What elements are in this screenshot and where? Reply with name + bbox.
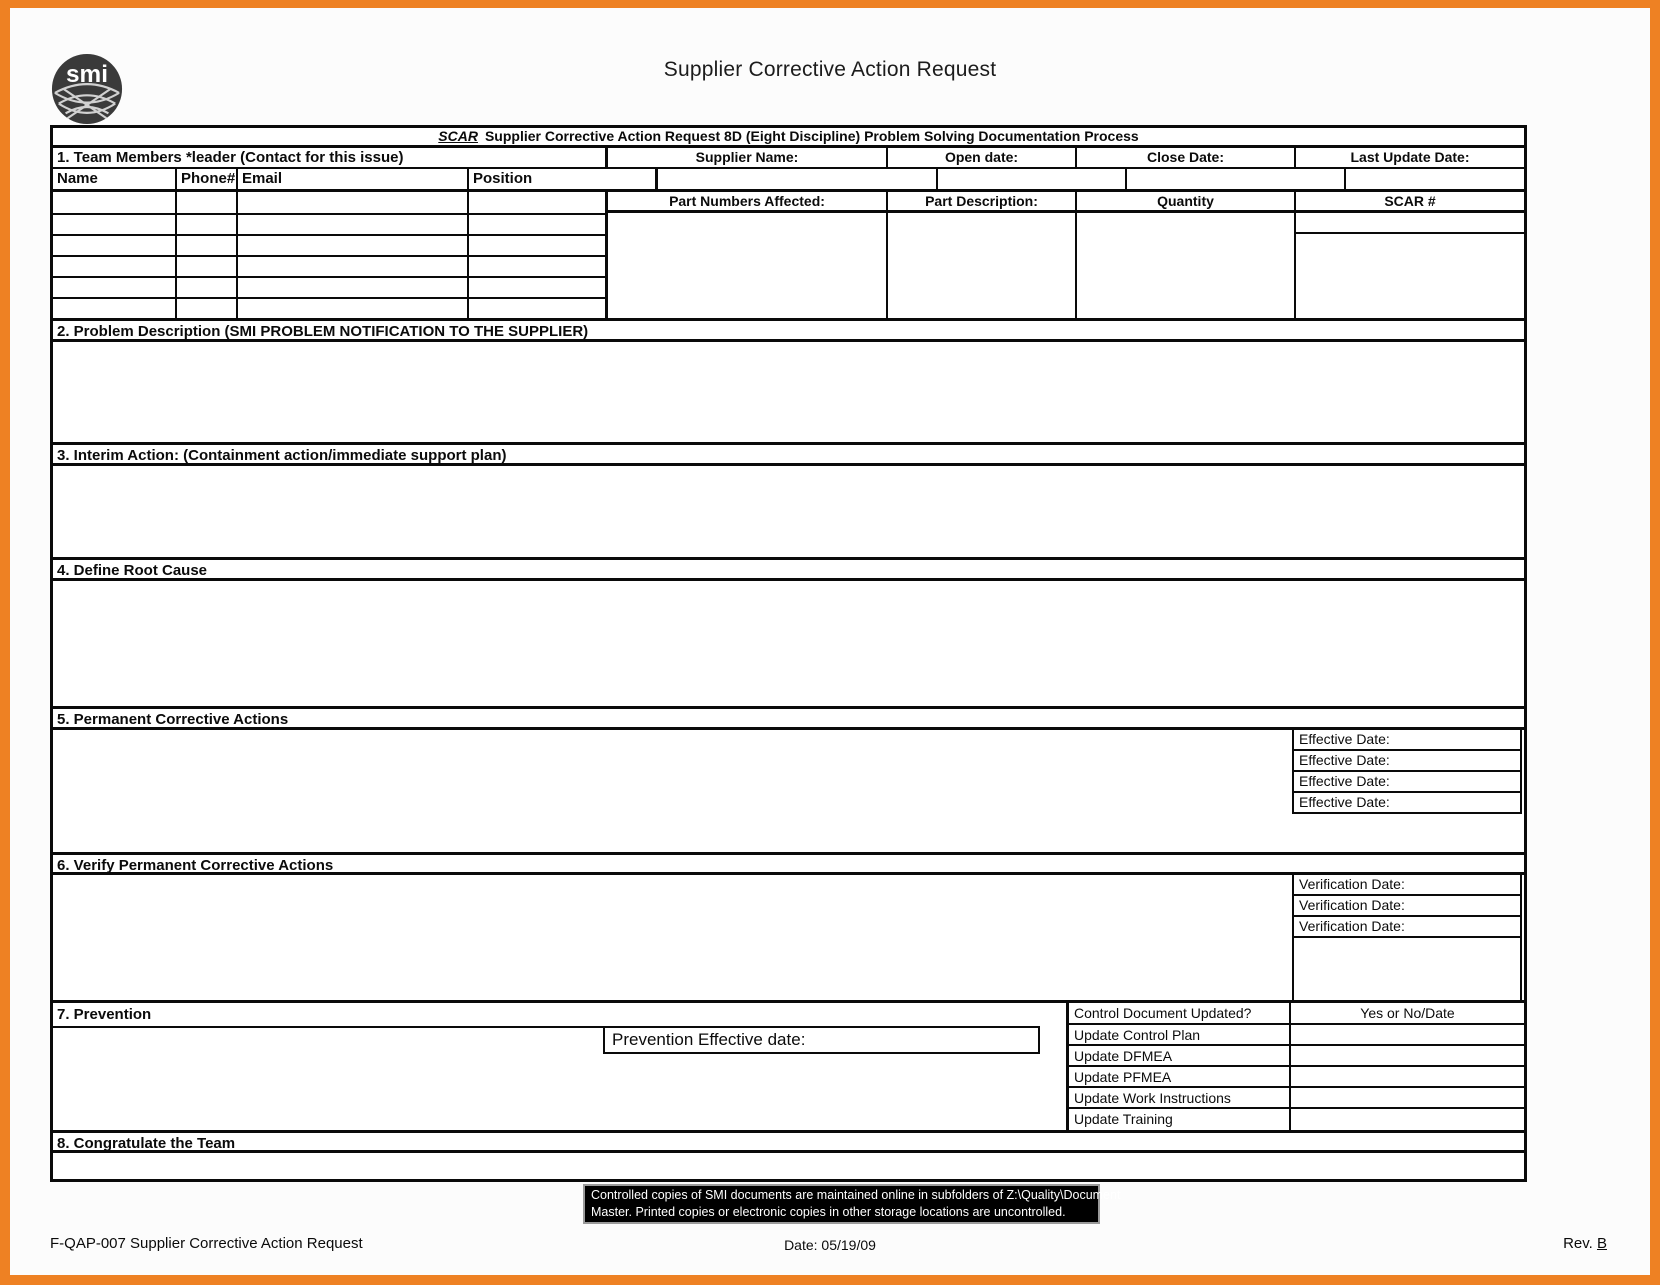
controlled-copy-note xyxy=(583,1184,1121,1224)
document-number: F-QAP-007 Supplier Corrective Action Request xyxy=(50,1235,363,1252)
close-date-field[interactable] xyxy=(1127,169,1346,189)
member-col-phone: Phone# xyxy=(177,169,238,189)
member-phone-field[interactable] xyxy=(177,192,238,213)
scar-number-extra-field[interactable] xyxy=(1296,234,1524,318)
section6-title: 6. Verify Permanent Corrective Actions xyxy=(53,852,1524,875)
prevention-divider xyxy=(53,1026,603,1028)
section4-title: 4. Define Root Cause xyxy=(53,557,1524,581)
member-email-field[interactable] xyxy=(238,192,469,213)
member-email-field[interactable] xyxy=(238,257,469,276)
member-phone-field[interactable] xyxy=(177,215,238,234)
scar-number-column xyxy=(1296,213,1524,318)
scar-number-field[interactable] xyxy=(1296,213,1524,234)
open-date-header: Open date: xyxy=(888,148,1077,167)
member-position-field[interactable] xyxy=(469,299,605,318)
verification-date-row[interactable]: Verification Date: xyxy=(1294,896,1520,917)
update-pfmea-label: Update PFMEA xyxy=(1069,1067,1291,1086)
control-doc-row xyxy=(1069,1109,1524,1130)
quantity-header: Quantity xyxy=(1077,192,1296,210)
scar-banner xyxy=(53,128,1524,148)
member-email-field[interactable] xyxy=(238,278,469,297)
member-col-position: Position xyxy=(469,169,658,189)
revision-value: B xyxy=(1596,1235,1607,1252)
control-doc-row xyxy=(1069,1067,1524,1088)
last-update-date-field[interactable] xyxy=(1346,169,1524,189)
effective-date-box xyxy=(1292,730,1522,814)
scar-form-table xyxy=(50,125,1527,1182)
control-document-header: Control Document Updated? xyxy=(1069,1003,1291,1023)
part-numbers-header: Part Numbers Affected: xyxy=(608,192,888,210)
update-work-instructions-label: Update Work Instructions xyxy=(1069,1088,1291,1107)
quantity-field[interactable] xyxy=(1077,213,1296,318)
permanent-corrective-actions-field[interactable] xyxy=(53,730,1524,852)
member-phone-field[interactable] xyxy=(177,236,238,255)
update-dfmea-label: Update DFMEA xyxy=(1069,1046,1291,1065)
update-training-label: Update Training xyxy=(1069,1109,1291,1130)
member-position-field[interactable] xyxy=(469,236,605,255)
team-member-row xyxy=(53,213,605,234)
document-date: Date: 05/19/09 xyxy=(784,1237,876,1253)
verify-corrective-actions-field[interactable] xyxy=(53,875,1524,1000)
section8-title: 8. Congratulate the Team xyxy=(53,1130,1524,1153)
update-work-instructions-field[interactable] xyxy=(1291,1088,1524,1107)
update-control-plan-label: Update Control Plan xyxy=(1069,1025,1291,1044)
update-dfmea-field[interactable] xyxy=(1291,1046,1524,1065)
control-doc-row xyxy=(1069,1088,1524,1109)
supplier-name-field[interactable] xyxy=(658,169,938,189)
member-email-field[interactable] xyxy=(238,215,469,234)
scar-banner-text: Supplier Corrective Action Request 8D (Eight Discipline) Problem Solving Documentation Process xyxy=(484,128,1139,144)
prevention-section[interactable] xyxy=(53,1003,1069,1130)
team-member-row xyxy=(53,234,605,255)
team-members-grid xyxy=(53,192,608,318)
section2-title: 2. Problem Description (SMI PROBLEM NOTIFICATION TO THE SUPPLIER) xyxy=(53,318,1524,342)
root-cause-field[interactable] xyxy=(53,581,1524,706)
member-position-field[interactable] xyxy=(469,192,605,213)
member-name-field[interactable] xyxy=(53,257,177,276)
control-doc-row xyxy=(1069,1025,1524,1046)
control-document-table xyxy=(1069,1003,1524,1130)
part-description-header: Part Description: xyxy=(888,192,1077,210)
congratulate-team-field[interactable] xyxy=(53,1153,1524,1179)
verification-date-row[interactable]: Verification Date: xyxy=(1294,917,1520,938)
member-name-field[interactable] xyxy=(53,215,177,234)
effective-date-row[interactable]: Effective Date: xyxy=(1294,772,1520,793)
section5-title: 5. Permanent Corrective Actions xyxy=(53,706,1524,730)
page-title: Supplier Corrective Action Request xyxy=(663,58,997,81)
member-phone-field[interactable] xyxy=(177,299,238,318)
member-email-field[interactable] xyxy=(238,236,469,255)
close-date-header: Close Date: xyxy=(1077,148,1296,167)
section1-title: 1. Team Members *leader (Contact for this issue) xyxy=(53,148,608,167)
member-name-field[interactable] xyxy=(53,299,177,318)
scar-number-header: SCAR # xyxy=(1384,193,1436,209)
revision-prefix: Rev. xyxy=(1563,1235,1593,1252)
member-phone-field[interactable] xyxy=(177,278,238,297)
parts-block xyxy=(608,192,1524,318)
member-phone-field[interactable] xyxy=(177,257,238,276)
member-name-field[interactable] xyxy=(53,236,177,255)
smi-logo-text: smi xyxy=(66,61,108,89)
prevention-effective-date-field[interactable]: Prevention Effective date: xyxy=(603,1026,1040,1054)
team-member-row xyxy=(53,276,605,297)
interim-action-field[interactable] xyxy=(53,466,1524,557)
effective-date-row[interactable]: Effective Date: xyxy=(1294,751,1520,772)
scar-banner-prefix: SCAR xyxy=(438,128,478,144)
member-position-field[interactable] xyxy=(469,257,605,276)
effective-date-row[interactable]: Effective Date: xyxy=(1294,730,1520,751)
member-col-name: Name xyxy=(53,169,177,189)
open-date-field[interactable] xyxy=(938,169,1127,189)
member-col-email: Email xyxy=(238,169,469,189)
team-member-row xyxy=(53,297,605,318)
update-training-field[interactable] xyxy=(1291,1109,1524,1130)
verification-date-box xyxy=(1292,875,1522,1000)
controlled-copy-note-line1: Controlled copies of SMI documents are maintained online in subfolders of Z:\Quality\Document xyxy=(591,1188,1121,1202)
supplier-name-header: Supplier Name: xyxy=(608,148,888,167)
member-position-field[interactable] xyxy=(469,215,605,234)
update-pfmea-field[interactable] xyxy=(1291,1067,1524,1086)
member-position-field[interactable] xyxy=(469,278,605,297)
last-update-date-header: Last Update Date: xyxy=(1350,149,1470,165)
verification-date-row[interactable]: Verification Date: xyxy=(1294,875,1520,896)
problem-description-field[interactable] xyxy=(53,342,1524,442)
form-page xyxy=(10,8,1650,1275)
yes-no-date-header: Yes or No/Date xyxy=(1360,1005,1455,1021)
member-name-field[interactable] xyxy=(53,278,177,297)
team-member-row xyxy=(53,255,605,276)
controlled-copy-note-line2: Master. Printed copies or electronic copies in other storage locations are uncontrolled. xyxy=(591,1205,1066,1219)
control-doc-row xyxy=(1069,1046,1524,1067)
team-member-row xyxy=(53,192,605,213)
effective-date-row[interactable]: Effective Date: xyxy=(1294,793,1520,814)
update-control-plan-field[interactable] xyxy=(1291,1025,1524,1044)
section3-title: 3. Interim Action: (Containment action/immediate support plan) xyxy=(53,442,1524,466)
member-email-field[interactable] xyxy=(238,299,469,318)
revision-label xyxy=(1563,1235,1607,1252)
part-numbers-field[interactable] xyxy=(608,213,888,318)
part-description-field[interactable] xyxy=(888,213,1077,318)
member-name-field[interactable] xyxy=(53,192,177,213)
section7-title: 7. Prevention xyxy=(57,1006,152,1023)
